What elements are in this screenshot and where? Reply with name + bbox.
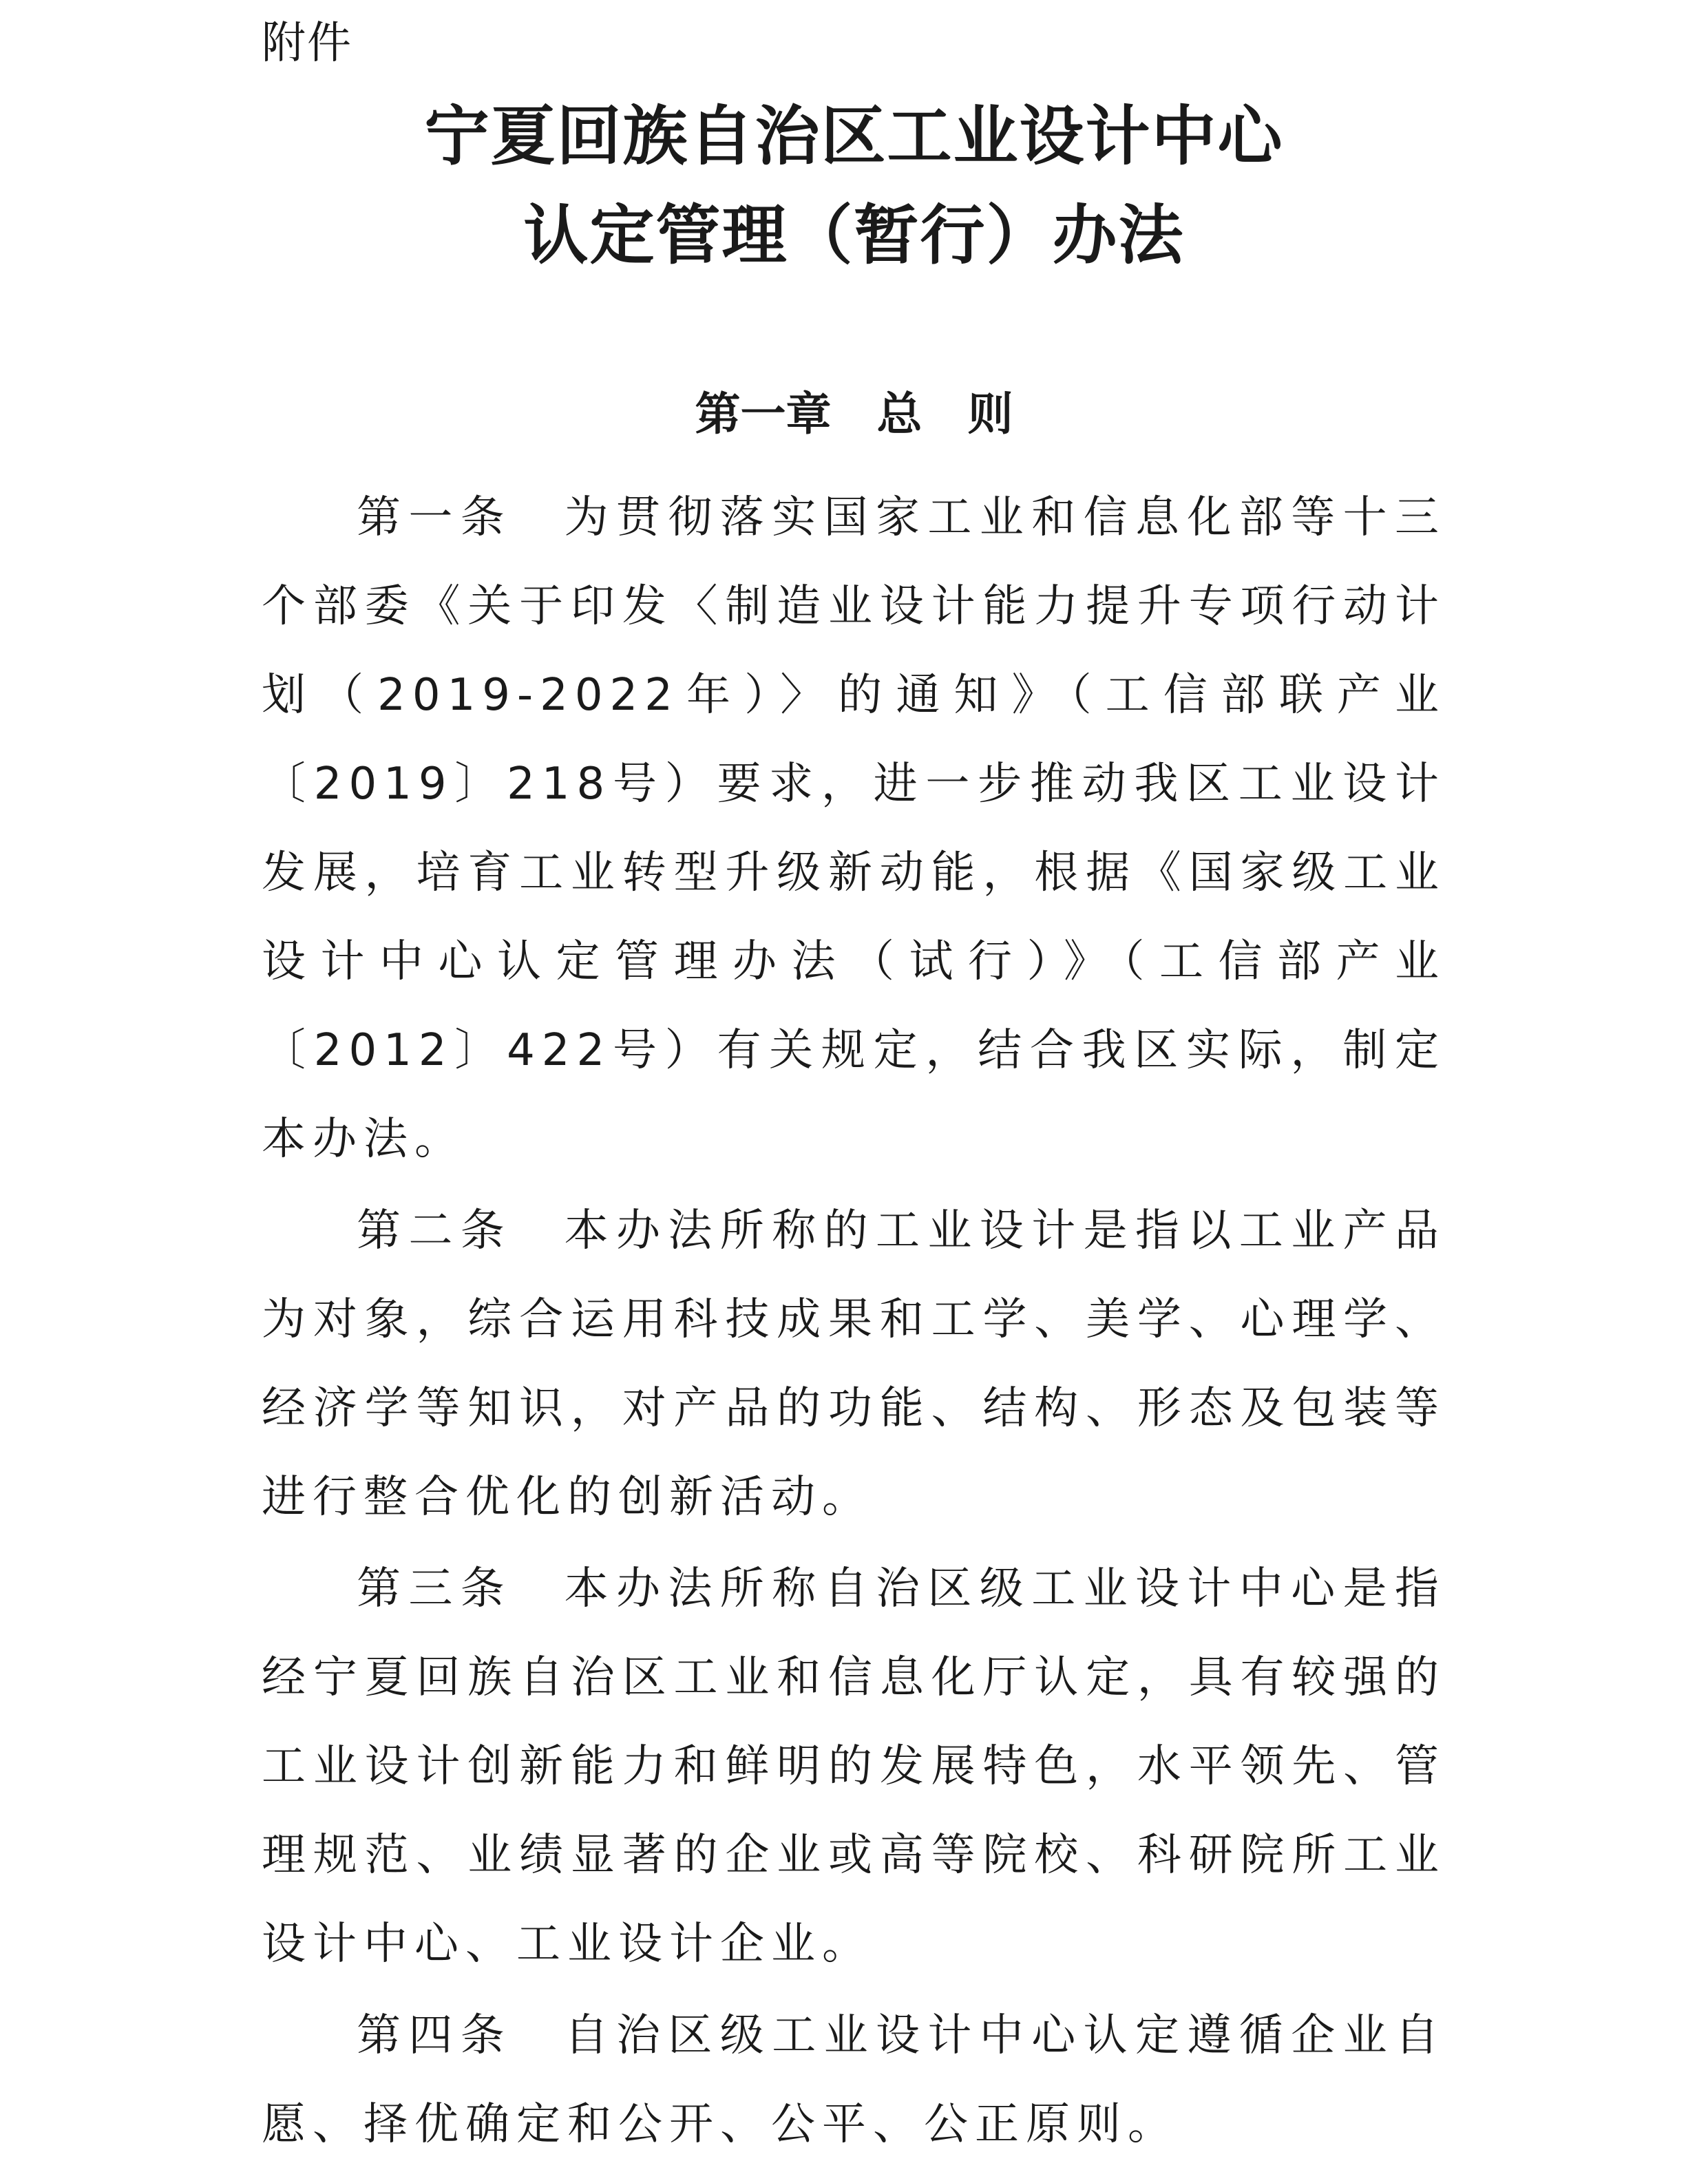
article-4 bbox=[262, 1992, 1446, 2169]
article-number: 第四条 bbox=[357, 2010, 513, 2061]
chapter-heading: 第一章 总 则 bbox=[695, 388, 1013, 441]
article-text: 本办法所称的工业设计是指以工业产品为对象，综合运用科技成果和工学、美学、心理学、经济学等知识，对产品的功能、结构、形态及包装等进行整合优化的创新活动。 bbox=[262, 1205, 1446, 1523]
article-text: 为贯彻落实国家工业和信息化部等十三个部委《关于印发〈制造业设计能力提升专项行动计划（2019-2022年）〉的通知》（工信部联产业〔2019〕218号）要求，进一步推动我区工业设计发展，培育工业转型升级新动能，根据《国家级工业设计中心认定管理办法（试行）》（工信部产业〔2012〕422号）有关规定，结合我区实际，制定本办法。 bbox=[262, 492, 1446, 1165]
article-number: 第三条 bbox=[357, 1563, 513, 1614]
article-text: 自治区级工业设计中心认定遵循企业自愿、择优确定和公开、公平、公正原则。 bbox=[262, 2010, 1446, 2150]
article-text: 本办法所称自治区级工业设计中心是指经宁夏回族自治区工业和信息化厅认定，具有较强的工业设计创新能力和鲜明的发展特色，水平领先、管理规范、业绩显著的企业或高等院校、科研院所工业设计中心、工业设计企业。 bbox=[262, 1563, 1446, 1970]
article-number: 第一条 bbox=[357, 492, 513, 543]
attachment-label: 附件 bbox=[262, 18, 352, 69]
article-number: 第二条 bbox=[357, 1205, 513, 1256]
article-2 bbox=[262, 1187, 1446, 1542]
article-1 bbox=[262, 474, 1446, 1184]
document-title-line-2: 认定管理（暂行）办法 bbox=[523, 198, 1185, 273]
document-title-line-1: 宁夏回族自治区工业设计中心 bbox=[424, 98, 1284, 174]
document-body bbox=[262, 474, 1446, 2172]
article-3 bbox=[262, 1545, 1446, 1989]
